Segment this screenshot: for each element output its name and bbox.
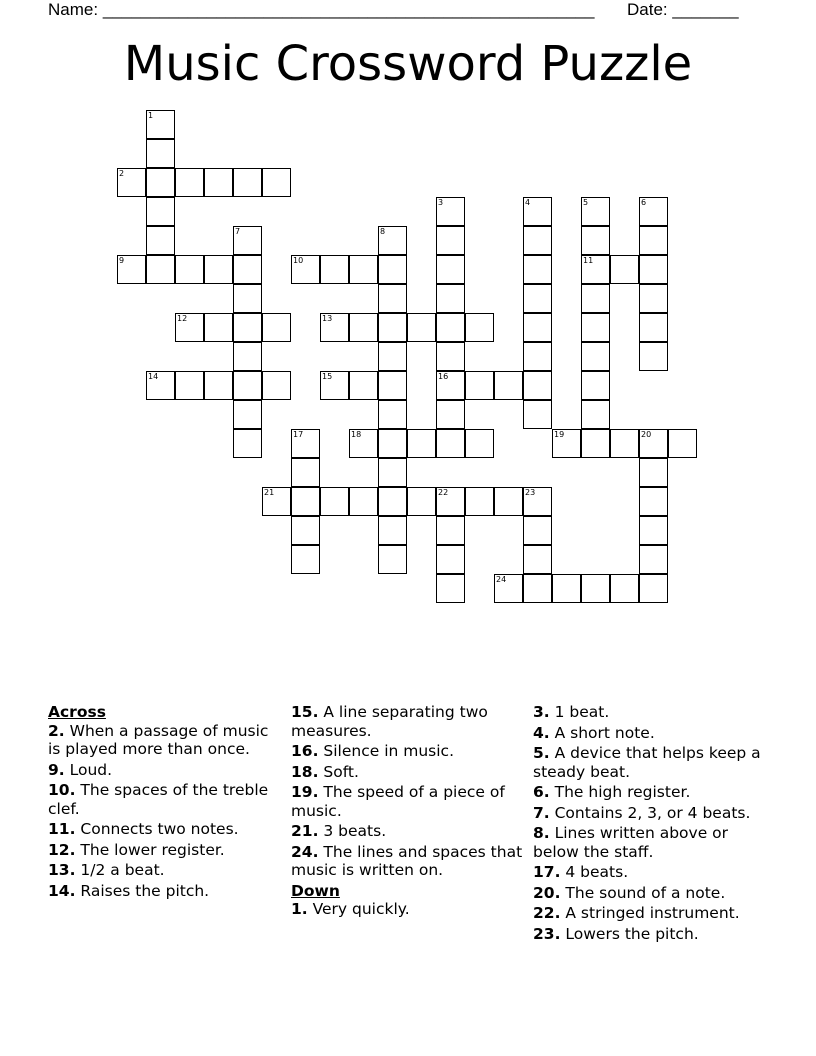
clue-label: 19.: [291, 783, 319, 801]
grid-cell[interactable]: [262, 487, 291, 516]
grid-cell[interactable]: [436, 226, 465, 255]
clue-text: Raises the pitch.: [75, 881, 210, 900]
down-clue: [533, 804, 765, 823]
clue-number: 22: [438, 488, 449, 497]
grid-cell[interactable]: [436, 400, 465, 429]
grid-cell[interactable]: [581, 574, 610, 603]
across-clue: [48, 761, 280, 780]
clue-text: The lower register.: [75, 840, 225, 859]
clue-label: 15.: [291, 703, 319, 721]
grid-cell[interactable]: [175, 371, 204, 400]
clue-label: 13.: [48, 861, 76, 879]
grid-cell[interactable]: [523, 313, 552, 342]
grid-cell[interactable]: [639, 429, 668, 458]
clue-label: 10.: [48, 781, 76, 799]
grid-cell[interactable]: [523, 284, 552, 313]
clue-label: 23.: [533, 924, 561, 943]
grid-cell[interactable]: [436, 371, 465, 400]
clue-number: 2: [119, 169, 125, 178]
grid-cell[interactable]: [407, 487, 436, 516]
grid-cell[interactable]: [494, 371, 523, 400]
grid-cell[interactable]: [581, 342, 610, 371]
down-clue: [533, 824, 765, 861]
grid-cell[interactable]: [581, 400, 610, 429]
grid-cell[interactable]: [233, 400, 262, 429]
grid-cell[interactable]: [320, 313, 349, 342]
grid-cell[interactable]: [117, 168, 146, 197]
grid-cell[interactable]: [610, 574, 639, 603]
grid-cell[interactable]: [291, 429, 320, 458]
grid-cell[interactable]: [175, 168, 204, 197]
clue-label: 1.: [291, 900, 308, 918]
clue-text: Loud.: [64, 760, 113, 779]
clue-label: 11.: [48, 820, 76, 838]
clue-number: 20: [641, 430, 652, 439]
grid-cell[interactable]: [465, 429, 494, 458]
down-heading: Down: [291, 881, 340, 900]
grid-cell[interactable]: [639, 197, 668, 226]
grid-cell[interactable]: [639, 487, 668, 516]
grid-cell[interactable]: [233, 284, 262, 313]
clue-number: 13: [322, 314, 333, 323]
grid-cell[interactable]: [204, 255, 233, 284]
grid-cell[interactable]: [610, 255, 639, 284]
grid-cell[interactable]: [523, 400, 552, 429]
clue-label: 6.: [533, 783, 550, 801]
grid-cell[interactable]: [349, 255, 378, 284]
across-clue: [48, 722, 280, 759]
clue-label: 22.: [533, 904, 561, 922]
grid-cell[interactable]: [233, 226, 262, 255]
grid-cell[interactable]: [581, 284, 610, 313]
grid-cell[interactable]: [233, 429, 262, 458]
grid-cell[interactable]: [291, 516, 320, 545]
clue-text: A short note.: [549, 723, 655, 742]
grid-cell[interactable]: [233, 255, 262, 284]
grid-cell[interactable]: [639, 255, 668, 284]
grid-cell[interactable]: [581, 313, 610, 342]
clue-text: The high register.: [549, 783, 691, 801]
grid-cell[interactable]: [378, 255, 407, 284]
grid-cell[interactable]: [117, 255, 146, 284]
down-clue: [533, 724, 765, 743]
clue-text: The lines and spaces that music is written on.: [291, 842, 523, 879]
grid-cell[interactable]: [639, 545, 668, 574]
grid-cell[interactable]: [378, 400, 407, 429]
across-clue: [48, 861, 280, 880]
name-label: Name:: [48, 0, 99, 19]
clue-number: 24: [496, 575, 507, 584]
grid-cell[interactable]: [639, 342, 668, 371]
name-blank: ____________________________________________________: [102, 0, 595, 19]
clue-label: 4.: [533, 723, 550, 742]
grid-cell[interactable]: [204, 313, 233, 342]
grid-cell[interactable]: [378, 342, 407, 371]
grid-cell[interactable]: [378, 487, 407, 516]
grid-cell[interactable]: [349, 313, 378, 342]
clue-label: 18.: [291, 762, 319, 781]
clue-number: 15: [322, 372, 333, 381]
across-clue: [48, 820, 280, 839]
clue-column-2: [291, 703, 523, 921]
across-clue: [291, 783, 523, 820]
grid-cell[interactable]: [378, 226, 407, 255]
grid-cell[interactable]: [523, 371, 552, 400]
across-clue: [291, 703, 523, 740]
grid-cell[interactable]: [378, 371, 407, 400]
clue-label: 21.: [291, 822, 319, 840]
clue-number: 17: [293, 430, 304, 439]
grid-cell[interactable]: [233, 371, 262, 400]
grid-cell[interactable]: [523, 574, 552, 603]
grid-cell[interactable]: [523, 516, 552, 545]
clue-number: 11: [583, 256, 594, 265]
grid-cell[interactable]: [436, 284, 465, 313]
grid-cell[interactable]: [407, 313, 436, 342]
clue-text: The sound of a note.: [560, 883, 726, 902]
clue-number: 1: [148, 111, 154, 120]
puzzle-title: Music Crossword Puzzle: [123, 36, 693, 92]
clue-number: 10: [293, 256, 304, 265]
grid-cell[interactable]: [262, 371, 291, 400]
grid-cell[interactable]: [610, 429, 639, 458]
grid-cell[interactable]: [523, 487, 552, 516]
clue-text: Very quickly.: [307, 900, 410, 918]
grid-cell[interactable]: [175, 255, 204, 284]
date-label: Date:: [627, 0, 668, 19]
grid-cell[interactable]: [204, 168, 233, 197]
grid-cell[interactable]: [465, 313, 494, 342]
grid-cell[interactable]: [436, 516, 465, 545]
clue-text: 3 beats.: [318, 822, 387, 840]
grid-cell[interactable]: [552, 574, 581, 603]
grid-cell[interactable]: [320, 371, 349, 400]
grid-cell[interactable]: [175, 313, 204, 342]
grid-cell[interactable]: [378, 458, 407, 487]
clue-text: Connects two notes.: [75, 820, 239, 838]
grid-cell[interactable]: [639, 574, 668, 603]
grid-cell[interactable]: [320, 487, 349, 516]
down-clue: [533, 884, 765, 903]
grid-cell[interactable]: [436, 313, 465, 342]
grid-cell[interactable]: [465, 487, 494, 516]
grid-cell[interactable]: [436, 255, 465, 284]
grid-cell[interactable]: [436, 487, 465, 516]
grid-cell[interactable]: [639, 516, 668, 545]
grid-cell[interactable]: [465, 371, 494, 400]
clue-number: 4: [525, 198, 531, 207]
clue-label: 7.: [533, 803, 550, 822]
clue-text: A device that helps keep a steady beat.: [533, 744, 761, 781]
grid-cell[interactable]: [233, 168, 262, 197]
clue-label: 2.: [48, 721, 65, 740]
clue-text: Contains 2, 3, or 4 beats.: [549, 803, 751, 822]
grid-cell[interactable]: [436, 197, 465, 226]
grid-cell[interactable]: [146, 226, 175, 255]
across-clue: [48, 882, 280, 901]
clue-number: 12: [177, 314, 188, 323]
clue-label: 12.: [48, 840, 76, 859]
clue-text: The speed of a piece of music.: [291, 783, 505, 820]
across-clue: [48, 781, 280, 818]
grid-cell[interactable]: [581, 255, 610, 284]
across-clue: [291, 763, 523, 782]
grid-cell[interactable]: [378, 313, 407, 342]
grid-cell[interactable]: [581, 226, 610, 255]
clue-text: Silence in music.: [318, 742, 455, 760]
across-heading: Across: [48, 703, 106, 721]
grid-cell[interactable]: [581, 371, 610, 400]
down-clue: [533, 925, 765, 944]
clue-label: 9.: [48, 760, 65, 779]
grid-cell[interactable]: [494, 487, 523, 516]
grid-cell[interactable]: [552, 429, 581, 458]
grid-cell[interactable]: [668, 429, 697, 458]
clue-text: The spaces of the treble clef.: [48, 781, 269, 818]
clue-number: 23: [525, 488, 536, 497]
grid-cell[interactable]: [146, 110, 175, 139]
grid-cell[interactable]: [378, 284, 407, 313]
grid-cell[interactable]: [581, 197, 610, 226]
grid-cell[interactable]: [349, 429, 378, 458]
clue-number: 3: [438, 198, 444, 207]
down-clue: [533, 703, 765, 722]
grid-cell[interactable]: [378, 516, 407, 545]
down-clue: [533, 783, 765, 802]
clue-text: 4 beats.: [560, 863, 629, 881]
grid-cell[interactable]: [262, 168, 291, 197]
clue-text: Lines written above or below the staff.: [533, 824, 729, 861]
across-clue: [291, 843, 523, 880]
clue-number: 21: [264, 488, 275, 497]
grid-cell[interactable]: [204, 371, 233, 400]
down-clue: [533, 744, 765, 781]
clue-number: 7: [235, 227, 241, 236]
clue-label: 16.: [291, 742, 319, 760]
clue-text: 1 beat.: [549, 703, 610, 721]
down-clue: [291, 900, 523, 919]
clue-text: A line separating two measures.: [291, 703, 488, 740]
grid-cell[interactable]: [349, 371, 378, 400]
clue-number: 5: [583, 198, 589, 207]
grid-cell[interactable]: [146, 197, 175, 226]
grid-cell[interactable]: [436, 574, 465, 603]
clue-text: Soft.: [318, 762, 359, 781]
clue-number: 14: [148, 372, 159, 381]
clue-number: 6: [641, 198, 647, 207]
grid-cell[interactable]: [436, 545, 465, 574]
grid-cell[interactable]: [291, 545, 320, 574]
clue-label: 17.: [533, 863, 561, 881]
clue-number: 8: [380, 227, 386, 236]
grid-cell[interactable]: [494, 574, 523, 603]
clue-label: 14.: [48, 881, 76, 900]
down-clue: [533, 863, 765, 882]
clue-text: 1/2 a beat.: [75, 861, 165, 879]
clue-label: 20.: [533, 883, 561, 902]
grid-cell[interactable]: [523, 197, 552, 226]
grid-cell[interactable]: [639, 226, 668, 255]
grid-cell[interactable]: [146, 168, 175, 197]
date-blank: _______: [672, 0, 739, 19]
grid-cell[interactable]: [233, 342, 262, 371]
grid-cell[interactable]: [523, 342, 552, 371]
grid-cell[interactable]: [523, 226, 552, 255]
clue-number: 9: [119, 256, 125, 265]
clue-label: 24.: [291, 842, 319, 861]
across-clue: [291, 822, 523, 841]
grid-cell[interactable]: [233, 313, 262, 342]
clue-number: 19: [554, 430, 565, 439]
grid-cell[interactable]: [407, 429, 436, 458]
grid-cell[interactable]: [581, 429, 610, 458]
grid-cell[interactable]: [291, 487, 320, 516]
grid-cell[interactable]: [378, 545, 407, 574]
grid-cell[interactable]: [146, 255, 175, 284]
grid-cell[interactable]: [349, 487, 378, 516]
grid-cell[interactable]: [436, 429, 465, 458]
across-clue: [291, 742, 523, 761]
grid-cell[interactable]: [639, 284, 668, 313]
clue-text: Lowers the pitch.: [560, 924, 699, 943]
clue-number: 16: [438, 372, 449, 381]
down-clue: [533, 904, 765, 923]
across-clue: [48, 841, 280, 860]
clue-column-3: [533, 703, 765, 945]
grid-cell[interactable]: [523, 545, 552, 574]
grid-cell[interactable]: [639, 458, 668, 487]
grid-cell[interactable]: [146, 371, 175, 400]
clue-text: When a passage of music is played more than once.: [48, 721, 269, 758]
clue-column-1: [48, 703, 280, 902]
grid-cell[interactable]: [291, 458, 320, 487]
grid-cell[interactable]: [523, 255, 552, 284]
grid-cell[interactable]: [320, 255, 349, 284]
grid-cell[interactable]: [262, 313, 291, 342]
clue-label: 8.: [533, 824, 550, 842]
clue-label: 3.: [533, 703, 550, 721]
grid-cell[interactable]: [291, 255, 320, 284]
clue-text: A stringed instrument.: [560, 904, 740, 922]
grid-cell[interactable]: [639, 313, 668, 342]
grid-cell[interactable]: [436, 342, 465, 371]
clue-number: 18: [351, 430, 362, 439]
grid-cell[interactable]: [378, 429, 407, 458]
clue-label: 5.: [533, 744, 550, 762]
grid-cell[interactable]: [146, 139, 175, 168]
